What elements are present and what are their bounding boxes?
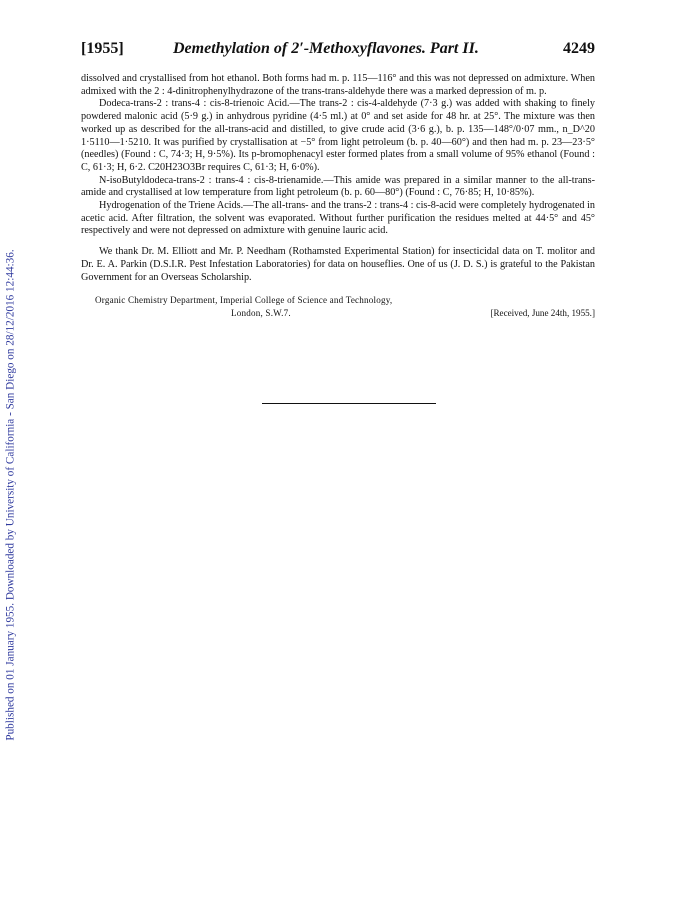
page-number: 4249 (563, 40, 595, 57)
received-date: [Received, June 24th, 1955.] (490, 307, 595, 318)
paragraph-1: dissolved and crystallised from hot ethanol. Both forms had m. p. 115—116° and this was not depressed on admixture. When admixed with the 2 : 4-dinitrophenylhydrazone of the trans-trans-aldehyde there was a marked depression of m. p. (81, 73, 595, 97)
article-title: Demethylation of 2′-Methoxyflavones. Part II. (173, 40, 479, 57)
journal-year: [1955] (81, 40, 124, 57)
end-rule (262, 403, 436, 404)
download-provenance-note (2, 100, 20, 890)
download-provenance-text: Published on 01 January 1955. Downloaded by University of California - San Diego on 28/12/2016 12:44:36. (5, 249, 18, 741)
paragraph-3: N-isoButyldodeca-trans-2 : trans-4 : cis-8-trienamide.—This amide was prepared in a similar manner to the all-trans-amide and crystallised at low temperature from light petroleum (b. p. 60—80°) (Found : C, 76·85; H, 10·85%). (81, 174, 595, 199)
affiliation-city: London, S.W.7. (231, 307, 291, 318)
section-gap (81, 238, 595, 246)
paragraph-4: Hydrogenation of the Triene Acids.—The all-trans- and the trans-2 : trans-4 : cis-8-acid were completely hydrogenated in acetic acid. After filtration, the solvent was evaporated. Without further purification the residues melted at 44·5° and 45° respectively and were not depressed on admixture with genuine lauric acid. (81, 200, 595, 237)
running-header (81, 40, 595, 65)
paragraph-2: Dodeca-trans-2 : trans-4 : cis-8-trienoic Acid.—The trans-2 : cis-4-aldehyde (7·3 g.) was added with shaking to finely powdered malonic acid (5·9 g.) in anhydrous pyridine (4·5 ml.) at 0° and set aside for 48 hr. at 25°. The mixture was then worked up as described for the all-trans-acid and distilled, to give crude acid (3·6 g.), b. p. 135—148°/0·07 mm., n_D^20 1·5110—1·5210. It was purified by crystallisation at −5° from light petroleum (b. p. 40—60°) and then had m. p. 23—23·5° (needles) (Found : C, 74·3; H, 9·5%). Its p-bromophenacyl ester formed plates from a small volume of 95% ethanol (Found : C, 61·3; H, 6·2. C20H23O3Br requires C, 61·3; H, 6·0%). (81, 98, 595, 173)
address-and-received (81, 307, 595, 321)
author-affiliation: Organic Chemistry Department, Imperial College of Science and Technology, (95, 295, 393, 306)
journal-page (81, 40, 595, 321)
acknowledgement-paragraph: We thank Dr. M. Elliott and Mr. P. Needham (Rothamsted Experimental Station) for insecticidal data on T. molitor and Dr. E. A. Parkin (D.S.I.R. Pest Infestation Laboratories) for data on houseflies. One of us (J. D. S.) is grateful to the Pakistan Government for an Overseas Scholarship. (81, 246, 595, 283)
